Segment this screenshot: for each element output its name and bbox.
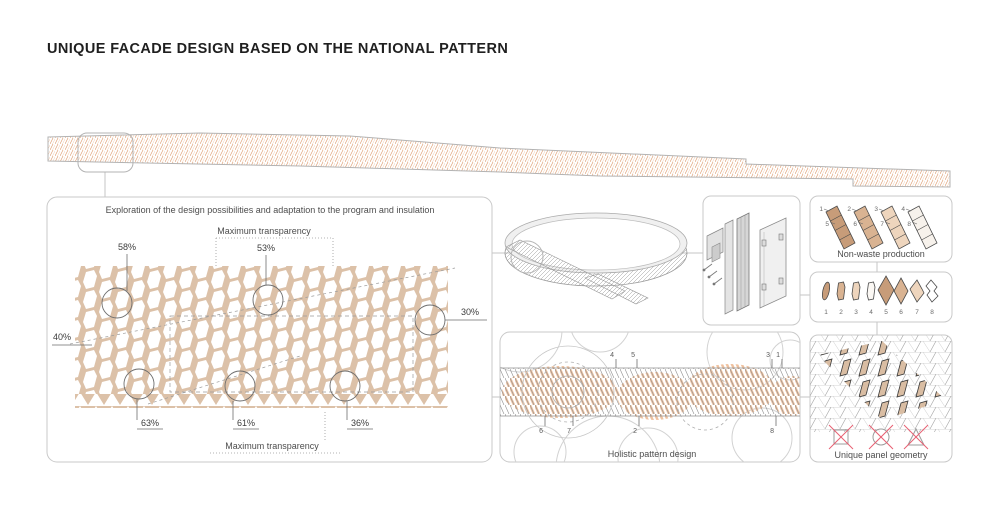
holistic-callout: 5 (631, 352, 635, 359)
national-pattern-teeth (75, 394, 448, 408)
shape-number: 3 (854, 309, 858, 316)
pattern-band (500, 364, 814, 420)
holistic-caption: Holistic pattern design (607, 449, 697, 459)
mullion-detail-panel (703, 196, 800, 325)
max-transparency-bottom-label: Maximum transparency (225, 441, 319, 451)
holistic-callout: 1 (776, 352, 780, 359)
page-title: UNIQUE FACADE DESIGN BASED ON THE NATIONAL PATTERN (47, 41, 509, 57)
pct-top-left: 58% (117, 242, 137, 252)
unique-geometry-panel (810, 335, 952, 462)
shape-number: 2 (839, 309, 843, 316)
strip-label: 4 (901, 206, 905, 213)
strip-label: 3 (874, 206, 878, 213)
shape-number: 1 (824, 309, 828, 316)
holistic-callout: 3 (766, 352, 770, 359)
holistic-callout: 7 (567, 428, 571, 435)
strip-label: 8 (907, 221, 911, 228)
max-transparency-top-label: Maximum transparency (217, 226, 311, 236)
national-pattern-field (75, 266, 448, 394)
shape-number: 6 (899, 309, 903, 316)
pct-right: 30% (460, 307, 480, 317)
panel-shape-3 (852, 282, 860, 300)
panel-shape-2 (837, 282, 845, 300)
strip-label: 2 (847, 206, 851, 213)
strip-label: 5 (825, 221, 829, 228)
facade-band (48, 133, 950, 187)
shape-number: 7 (915, 309, 919, 316)
holistic-callout: 2 (633, 428, 637, 435)
non-waste-panel (810, 196, 952, 262)
unique-geometry-caption: Unique panel geometry (834, 450, 928, 460)
panel-shape-4 (867, 282, 875, 300)
pct-top-mid: 53% (256, 243, 276, 253)
facade-band-shape (48, 133, 950, 187)
holistic-callout: 8 (770, 428, 774, 435)
pct-bottom-right: 36% (351, 418, 370, 428)
strip-label: 6 (853, 221, 857, 228)
panel-types-panel (810, 272, 952, 322)
shape-number: 4 (869, 309, 873, 316)
shape-number: 5 (884, 309, 888, 316)
exploration-caption: Exploration of the design possibilities and adaptation to the program and insulation (105, 205, 435, 215)
strip-label: 1 (819, 206, 823, 213)
facade-ring-render (505, 213, 687, 304)
holistic-callout: 4 (610, 352, 614, 359)
non-waste-caption: Non-waste production (837, 249, 925, 259)
mullion-profile-back (725, 220, 733, 314)
holistic-callout: 6 (539, 428, 543, 435)
mullion-profile-front (737, 213, 749, 311)
exploration-panel (47, 197, 492, 462)
pct-bottom-mid: 61% (237, 418, 256, 428)
pct-bottom-left: 63% (141, 418, 160, 428)
pct-left: 40% (52, 332, 72, 342)
shape-number: 8 (930, 309, 934, 316)
strip-label: 7 (880, 221, 884, 228)
